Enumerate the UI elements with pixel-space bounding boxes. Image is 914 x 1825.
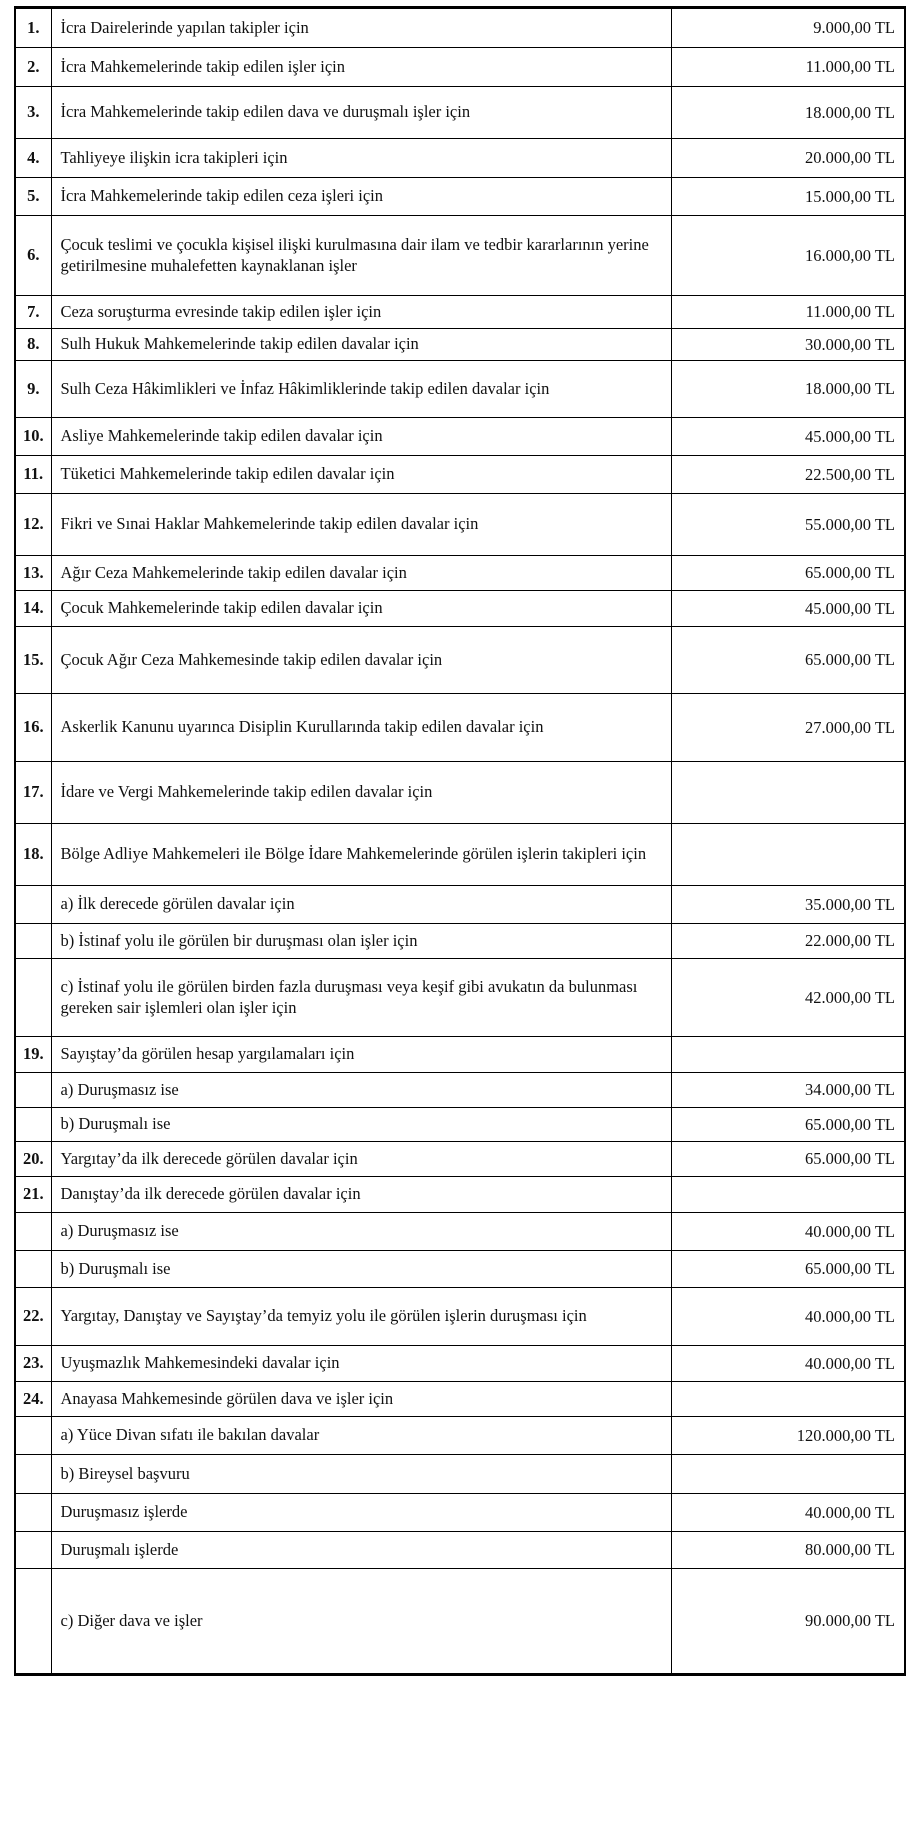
table-row [15,1177,905,1213]
row-amount-cell: 27.000,00 TL [671,694,905,762]
row-amount-cell: 40.000,00 TL [671,1494,905,1532]
row-description-cell: b) Duruşmalı ise [51,1251,671,1288]
row-number-cell [15,1417,51,1455]
row-description-cell: Anayasa Mahkemesinde görülen dava ve işler için [51,1382,671,1417]
row-number-cell [15,1251,51,1288]
row-amount-cell: 40.000,00 TL [671,1213,905,1251]
row-number-cell [15,1108,51,1142]
table-row [15,1455,905,1494]
table-row [15,48,905,87]
row-number-cell [15,959,51,1037]
table-row [15,296,905,329]
row-description-cell: Danıştay’da ilk derecede görülen davalar için [51,1177,671,1213]
row-number-cell: 4. [15,139,51,178]
row-amount-cell: 45.000,00 TL [671,418,905,456]
table-row [15,1037,905,1073]
row-number-cell: 20. [15,1142,51,1177]
row-number-cell: 10. [15,418,51,456]
table-row [15,216,905,296]
row-number-cell: 2. [15,48,51,87]
row-amount-cell [671,824,905,886]
row-number-cell [15,1569,51,1675]
row-number-cell: 8. [15,329,51,361]
table-row [15,824,905,886]
table-row [15,494,905,556]
row-description-cell: Uyuşmazlık Mahkemesindeki davalar için [51,1346,671,1382]
row-description-cell: İcra Mahkemelerinde takip edilen işler için [51,48,671,87]
row-description-cell: b) İstinaf yolu ile görülen bir duruşması olan işler için [51,924,671,959]
table-row [15,924,905,959]
row-number-cell: 15. [15,627,51,694]
row-number-cell: 1. [15,8,51,48]
table-row [15,456,905,494]
table-row [15,1382,905,1417]
row-description-cell: Yargıtay, Danıştay ve Sayıştay’da temyiz yolu ile görülen işlerin duruşması için [51,1288,671,1346]
row-description-cell: Çocuk Mahkemelerinde takip edilen davalar için [51,591,671,627]
row-description-cell: a) Duruşmasız ise [51,1073,671,1108]
table-row [15,1494,905,1532]
table-row [15,418,905,456]
row-number-cell: 13. [15,556,51,591]
table-row [15,1073,905,1108]
table-row [15,886,905,924]
row-amount-cell: 9.000,00 TL [671,8,905,48]
row-description-cell: b) Duruşmalı ise [51,1108,671,1142]
row-amount-cell: 90.000,00 TL [671,1569,905,1675]
row-number-cell: 18. [15,824,51,886]
row-amount-cell: 18.000,00 TL [671,361,905,418]
row-amount-cell: 40.000,00 TL [671,1346,905,1382]
row-description-cell: Askerlik Kanunu uyarınca Disiplin Kurullarında takip edilen davalar için [51,694,671,762]
table-row [15,556,905,591]
table-row [15,1569,905,1675]
row-description-cell: İdare ve Vergi Mahkemelerinde takip edilen davalar için [51,762,671,824]
row-amount-cell: 11.000,00 TL [671,48,905,87]
row-amount-cell: 65.000,00 TL [671,1251,905,1288]
row-description-cell: c) İstinaf yolu ile görülen birden fazla duruşması veya keşif gibi avukatın da bulunması gereken sair işlemleri olan işler için [51,959,671,1037]
table-row [15,87,905,139]
table-row [15,1532,905,1569]
row-amount-cell: 15.000,00 TL [671,178,905,216]
table-row [15,329,905,361]
row-number-cell: 21. [15,1177,51,1213]
table-row [15,762,905,824]
row-number-cell: 23. [15,1346,51,1382]
row-amount-cell: 42.000,00 TL [671,959,905,1037]
row-description-cell: Duruşmalı işlerde [51,1532,671,1569]
table-row [15,1251,905,1288]
table-row [15,959,905,1037]
row-number-cell: 5. [15,178,51,216]
row-amount-cell: 20.000,00 TL [671,139,905,178]
fee-table-body [15,8,905,1675]
row-amount-cell: 55.000,00 TL [671,494,905,556]
row-description-cell: İcra Mahkemelerinde takip edilen ceza işleri için [51,178,671,216]
row-description-cell: Tahliyeye ilişkin icra takipleri için [51,139,671,178]
row-amount-cell: 30.000,00 TL [671,329,905,361]
row-amount-cell: 16.000,00 TL [671,216,905,296]
row-description-cell: Ceza soruşturma evresinde takip edilen işler için [51,296,671,329]
row-amount-cell: 65.000,00 TL [671,627,905,694]
row-description-cell: Fikri ve Sınai Haklar Mahkemelerinde takip edilen davalar için [51,494,671,556]
row-description-cell: Yargıtay’da ilk derecede görülen davalar için [51,1142,671,1177]
row-description-cell: Ağır Ceza Mahkemelerinde takip edilen davalar için [51,556,671,591]
row-number-cell: 24. [15,1382,51,1417]
row-amount-cell [671,1382,905,1417]
row-number-cell [15,1455,51,1494]
row-description-cell: Duruşmasız işlerde [51,1494,671,1532]
row-description-cell: a) İlk derecede görülen davalar için [51,886,671,924]
row-amount-cell: 18.000,00 TL [671,87,905,139]
row-amount-cell: 65.000,00 TL [671,556,905,591]
row-number-cell: 16. [15,694,51,762]
row-amount-cell: 65.000,00 TL [671,1142,905,1177]
row-amount-cell [671,762,905,824]
row-amount-cell: 11.000,00 TL [671,296,905,329]
row-description-cell: Sayıştay’da görülen hesap yargılamaları için [51,1037,671,1073]
row-amount-cell [671,1177,905,1213]
table-row [15,361,905,418]
row-description-cell: Asliye Mahkemelerinde takip edilen davalar için [51,418,671,456]
row-number-cell: 14. [15,591,51,627]
table-row [15,1108,905,1142]
row-amount-cell: 65.000,00 TL [671,1108,905,1142]
row-number-cell: 7. [15,296,51,329]
row-number-cell: 6. [15,216,51,296]
row-amount-cell: 22.500,00 TL [671,456,905,494]
table-row [15,1346,905,1382]
row-number-cell [15,1213,51,1251]
table-row [15,627,905,694]
row-description-cell: Tüketici Mahkemelerinde takip edilen davalar için [51,456,671,494]
row-description-cell: İcra Mahkemelerinde takip edilen dava ve duruşmalı işler için [51,87,671,139]
table-row [15,1213,905,1251]
table-row [15,694,905,762]
table-row [15,1142,905,1177]
row-amount-cell: 22.000,00 TL [671,924,905,959]
row-description-cell: Çocuk Ağır Ceza Mahkemesinde takip edilen davalar için [51,627,671,694]
row-number-cell [15,1073,51,1108]
row-number-cell: 3. [15,87,51,139]
row-description-cell: İcra Dairelerinde yapılan takipler için [51,8,671,48]
row-description-cell: a) Duruşmasız ise [51,1213,671,1251]
row-number-cell: 12. [15,494,51,556]
row-number-cell: 11. [15,456,51,494]
row-number-cell: 17. [15,762,51,824]
fee-schedule-table [14,6,906,1676]
row-amount-cell: 120.000,00 TL [671,1417,905,1455]
row-amount-cell: 80.000,00 TL [671,1532,905,1569]
table-row [15,178,905,216]
row-amount-cell: 35.000,00 TL [671,886,905,924]
table-row [15,591,905,627]
row-amount-cell [671,1037,905,1073]
row-description-cell: b) Bireysel başvuru [51,1455,671,1494]
row-number-cell: 19. [15,1037,51,1073]
row-number-cell: 22. [15,1288,51,1346]
table-row [15,1288,905,1346]
row-number-cell [15,1532,51,1569]
row-number-cell: 9. [15,361,51,418]
row-description-cell: Sulh Ceza Hâkimlikleri ve İnfaz Hâkimliklerinde takip edilen davalar için [51,361,671,418]
row-description-cell: a) Yüce Divan sıfatı ile bakılan davalar [51,1417,671,1455]
row-description-cell: Çocuk teslimi ve çocukla kişisel ilişki kurulmasına dair ilam ve tedbir kararlarının yerine getirilmesine muhalefetten kaynaklanan işler [51,216,671,296]
row-amount-cell [671,1455,905,1494]
table-row [15,139,905,178]
row-number-cell [15,886,51,924]
row-description-cell: Bölge Adliye Mahkemeleri ile Bölge İdare Mahkemelerinde görülen işlerin takipleri için [51,824,671,886]
row-number-cell [15,1494,51,1532]
row-amount-cell: 34.000,00 TL [671,1073,905,1108]
row-description-cell: c) Diğer dava ve işler [51,1569,671,1675]
table-row [15,1417,905,1455]
row-description-cell: Sulh Hukuk Mahkemelerinde takip edilen davalar için [51,329,671,361]
row-number-cell [15,924,51,959]
row-amount-cell: 40.000,00 TL [671,1288,905,1346]
row-amount-cell: 45.000,00 TL [671,591,905,627]
table-row [15,8,905,48]
